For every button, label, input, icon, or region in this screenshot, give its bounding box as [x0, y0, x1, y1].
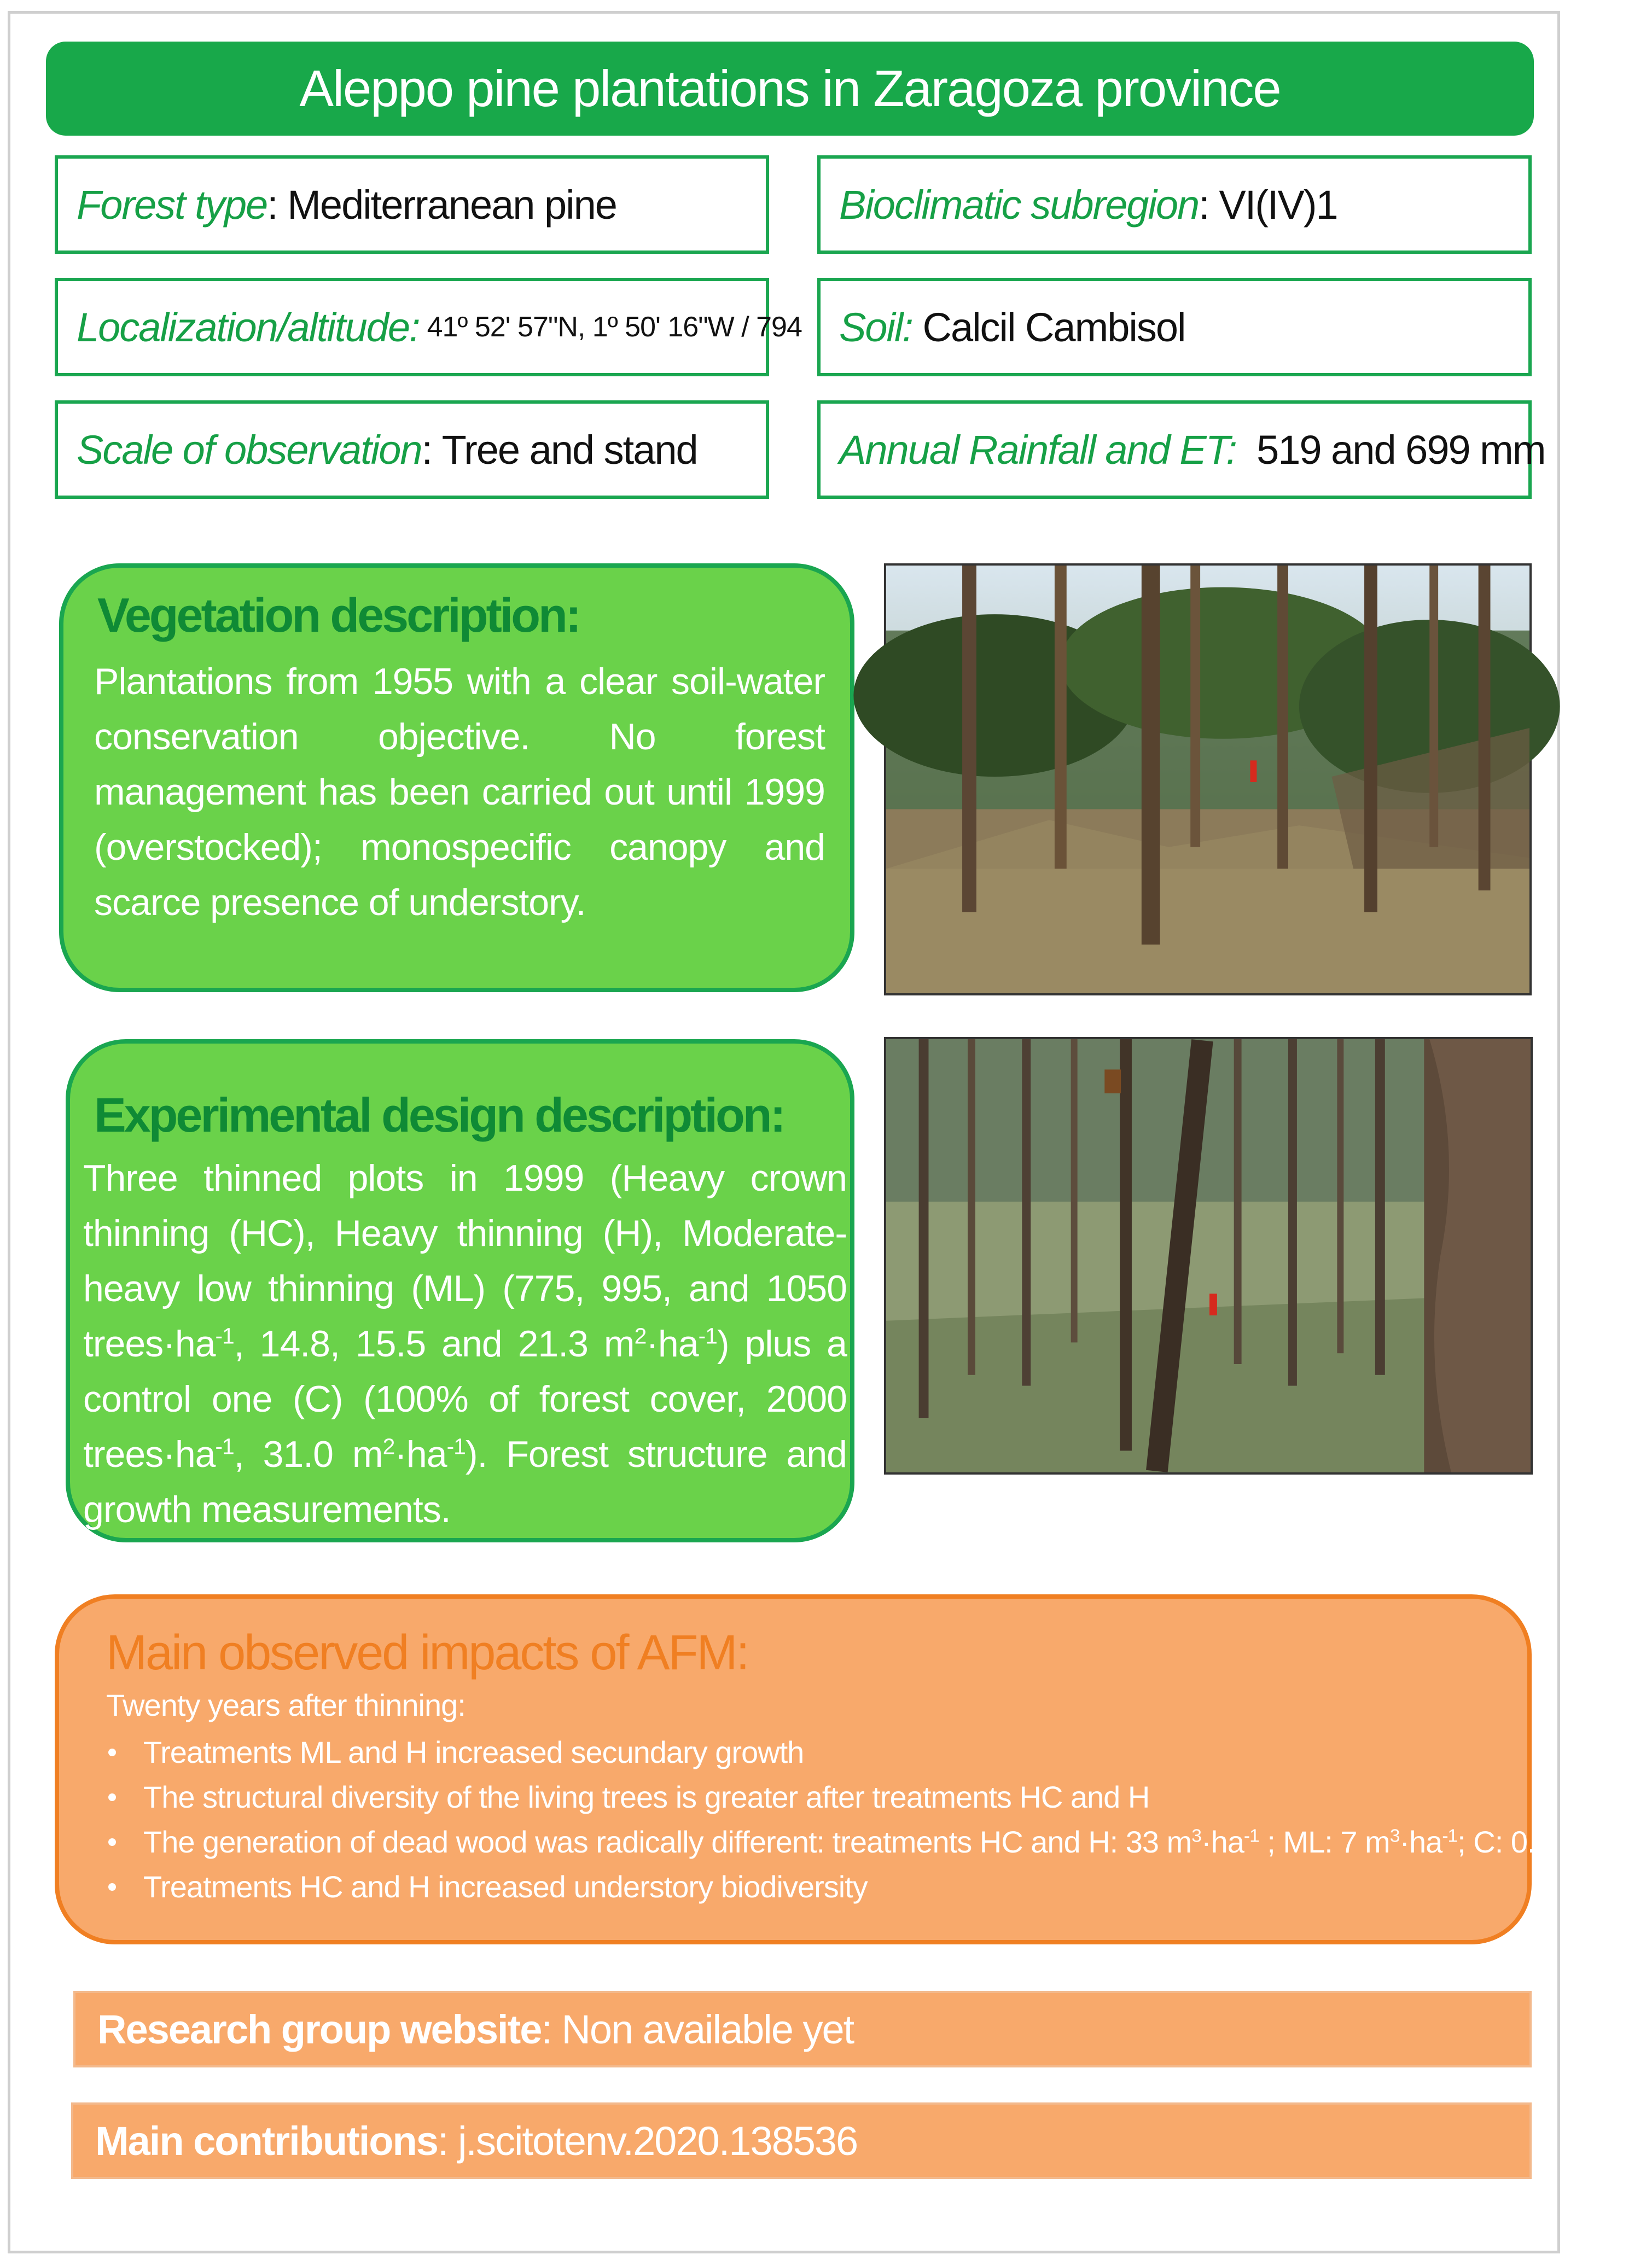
- forest-type-box: Forest type : Mediterranean pine: [55, 155, 769, 254]
- list-item: Treatments ML and H increased secundary growth: [106, 1730, 1652, 1775]
- impacts-panel: [55, 1594, 1652, 1944]
- vegetation-heading: Vegetation description:: [97, 588, 580, 642]
- vegetation-panel: [59, 563, 854, 992]
- soil-label: Soil:: [839, 304, 912, 350]
- localization-label: Localization/altitude:: [77, 304, 420, 350]
- forest-type-value: Mediterranean pine: [287, 182, 616, 228]
- experimental-panel: [66, 1039, 854, 1542]
- experimental-heading: Experimental design description:: [94, 1088, 784, 1142]
- scale-value: Tree and stand: [441, 427, 697, 473]
- list-item: Treatments HC and H increased understory biodiversity: [106, 1865, 1652, 1909]
- contributions-link[interactable]: : j.scitotenv.2020.138536: [437, 2118, 858, 2164]
- vegetation-text: Plantations from 1955 with a clear soil-water conservation objective. No forest management has been carried out until 1999 (overstocked); monospecific canopy and scarce presence of understory.: [94, 661, 825, 923]
- list-item: The structural diversity of the living trees is greater after treatments HC and H: [106, 1775, 1652, 1820]
- impacts-heading: Main observed impacts of AFM:: [106, 1626, 748, 1680]
- soil-value: Calcil Cambisol: [922, 304, 1185, 350]
- localization-value: 41º 52' 57"N, 1º 50' 16"W / 794: [427, 311, 802, 343]
- soil-box: [817, 278, 1532, 376]
- rainfall-label: Annual Rainfall and ET:: [839, 427, 1236, 473]
- website-bar: [73, 1991, 1532, 2067]
- page-title: Aleppo pine plantations in Zaragoza province: [46, 42, 1534, 136]
- impacts-intro: Twenty years after thinning:: [106, 1688, 466, 1722]
- bioclimatic-label: Bioclimatic subregion: [839, 182, 1199, 228]
- rainfall-box: [817, 400, 1545, 499]
- bioclimatic-box: Bioclimatic subregion : VI(IV)1: [817, 155, 1532, 254]
- impacts-list: [106, 1730, 1652, 1909]
- forest-photo-1: [884, 563, 1532, 995]
- contributions-bar: [71, 2102, 1532, 2179]
- bioclimatic-value: VI(IV)1: [1219, 182, 1337, 228]
- forest-photo-2: [884, 1037, 1533, 1475]
- scale-label: Scale of observation: [77, 427, 422, 473]
- contributions-label: Main contributions: [95, 2118, 438, 2164]
- scale-box: Scale of observation : Tree and stand: [55, 400, 769, 499]
- localization-box: [55, 278, 802, 376]
- forest-type-label: Forest type: [77, 182, 267, 228]
- website-label: Research group website: [97, 2006, 542, 2052]
- experimental-text: Three thinned plots in 1999 (Heavy crown thinning (HC), Heavy thinning (H), Moderate-heavy low thinning (ML) (775, 995, and 1050 $trees\cdot ha^{-1}$, 14.8, 15.5 and 21.3 $m^2\cdot ha^{-1}$) plus a control one (C) (100% of forest cover, 2000 $trees\cdot ha^{-1}$, 31.0 $m^2\cdot ha^{-1}$). Forest structure and growth measurements.: [83, 1157, 847, 1530]
- list-item: The generation of dead wood was radically different: treatments HC and H: 33 $m^3\cdot ha^{-1}$ ; ML: 7 $m^3\cdot ha^{-1}$; C: 0.6 $m^3\cdot ha^{-1}$: [106, 1820, 1652, 1865]
- website-value: : Non available yet: [541, 2006, 854, 2052]
- rainfall-value: 519 and 699 mm: [1257, 427, 1545, 473]
